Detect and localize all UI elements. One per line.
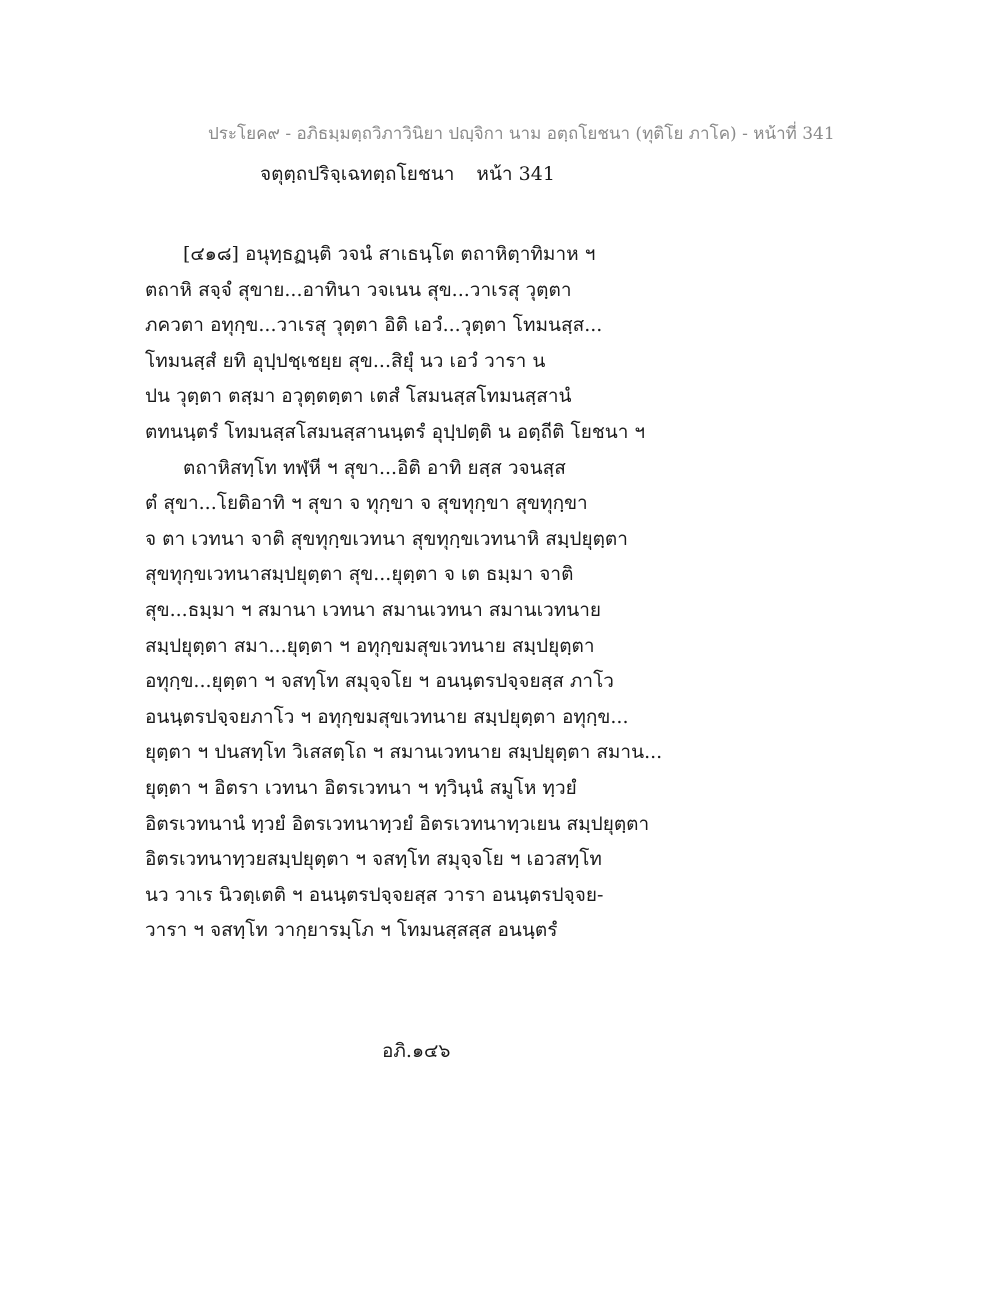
text-line: อิตรเวทนาทฺวยสมฺปยุตฺตา ฯ จสทฺโท สมุจฺจโย ฯ เอวสทฺโท [145,848,602,871]
text-line: อนนฺตรปจฺจยภาโว ฯ อทุกฺขมสุขเวทนาย สมฺปยุตฺตา อทุกฺข... [145,705,629,728]
text-line: ปน วุตฺตา ตสฺมา อวุตฺตตฺตา เตสํ โสมนสฺสโทมนสฺสานํ [145,385,572,408]
text-line: สุขทุกฺขเวทนาสมฺปยุตฺตา สุข...ยุตฺตา จ เต ธมฺมา จาติ [145,563,574,586]
text-line: โทมนสฺสํ ยทิ อุปฺปชฺเชยฺย สุข...สิยุํ นว เอวํ วารา น [145,349,546,372]
text-line: ภควตา อทุกฺข...วาเรสุ วุตฺตา อิติ เอวํ...วุตฺตา โทมนสฺส... [145,314,603,337]
text-line: ตํ สุขา...โยติอาทิ ฯ สุขา จ ทุกฺขา จ สุขทุกฺขา สุขทุกฺขา [145,492,588,515]
body-text [145,240,705,952]
text-line: จ ตา เวทนา จาติ สุขทุกฺขเวทนา สุขทุกฺขเวทนาหิ สมฺปยุตฺตา [145,527,628,550]
text-line: ยุตฺตา ฯ ปนสทฺโท วิเสสตฺโถ ฯ สมานเวทนาย สมฺปยุตฺตา สมาน... [145,741,663,764]
text-line: ตถาหิ สจฺจํ สุขาย...อาทินา วจเนน สุข...วาเรสุ วุตฺตา [145,278,572,301]
text-line: สุข...ธมฺมา ฯ สมานา เวทนา สมานเวทนา สมานเวทนาย [145,598,602,621]
text-line: นว วาเร นิวตฺเตติ ฯ อนนฺตรปจฺจยสฺส วารา อนนฺตรปจฺจย- [145,883,604,906]
running-header: ประโยค๙ - อภิธมฺมตฺถวิภาวินิยา ปญฺจิกา นาม อตฺถโยชนา (ทุติโย ภาโค) - หน้าที่ 341 [208,124,835,144]
text-line: วารา ฯ จสทฺโท วากฺยารมฺโภ ฯ โทมนสฺสสฺส อนนฺตรํ [145,919,558,942]
text-line: อทุกฺข...ยุตฺตา ฯ จสทฺโท สมุจฺจโย ฯ อนนฺตรปจฺจยสฺส ภาโว [145,670,614,693]
text-line: ตทนนฺตรํ โทมนสฺสโสมนสฺสานนฺตรํ อุปฺปตฺติ น อตฺถีติ โยชนา ฯ [145,420,646,443]
section-title-text: จตุตฺถปริจฺเฉทตฺถโยชนา [260,163,455,185]
text-line: ยุตฺตา ฯ อิตรา เวทนา อิตรเวทนา ฯ ทฺวินฺนํ สมูโห ทฺวยํ [145,776,577,799]
text-line: [๔๑๘] อนุทฺธฏนฺติ วจนํ สาเธนฺโต ตถาหิตฺาทิมาห ฯ [183,243,596,265]
text-line: สมฺปยุตฺตา สมา...ยุตฺตา ฯ อทุกฺขมสุขเวทนาย สมฺปยุตฺตา [145,634,595,657]
section-title [260,160,555,188]
text-line: อิตรเวทนานํ ทฺวยํ อิตรเวทนาทฺวยํ อิตรเวทนาทฺวเยน สมฺปยุตฺตา [145,812,650,835]
text-line: ตถาหิสทฺโท ทฬฺหี ฯ สุขา...อิติ อาทิ ยสฺส วจนสฺส [183,456,566,479]
page-label: หน้า 341 [476,163,555,185]
page-folio: อภิ.๑๔๖ [382,1040,451,1062]
